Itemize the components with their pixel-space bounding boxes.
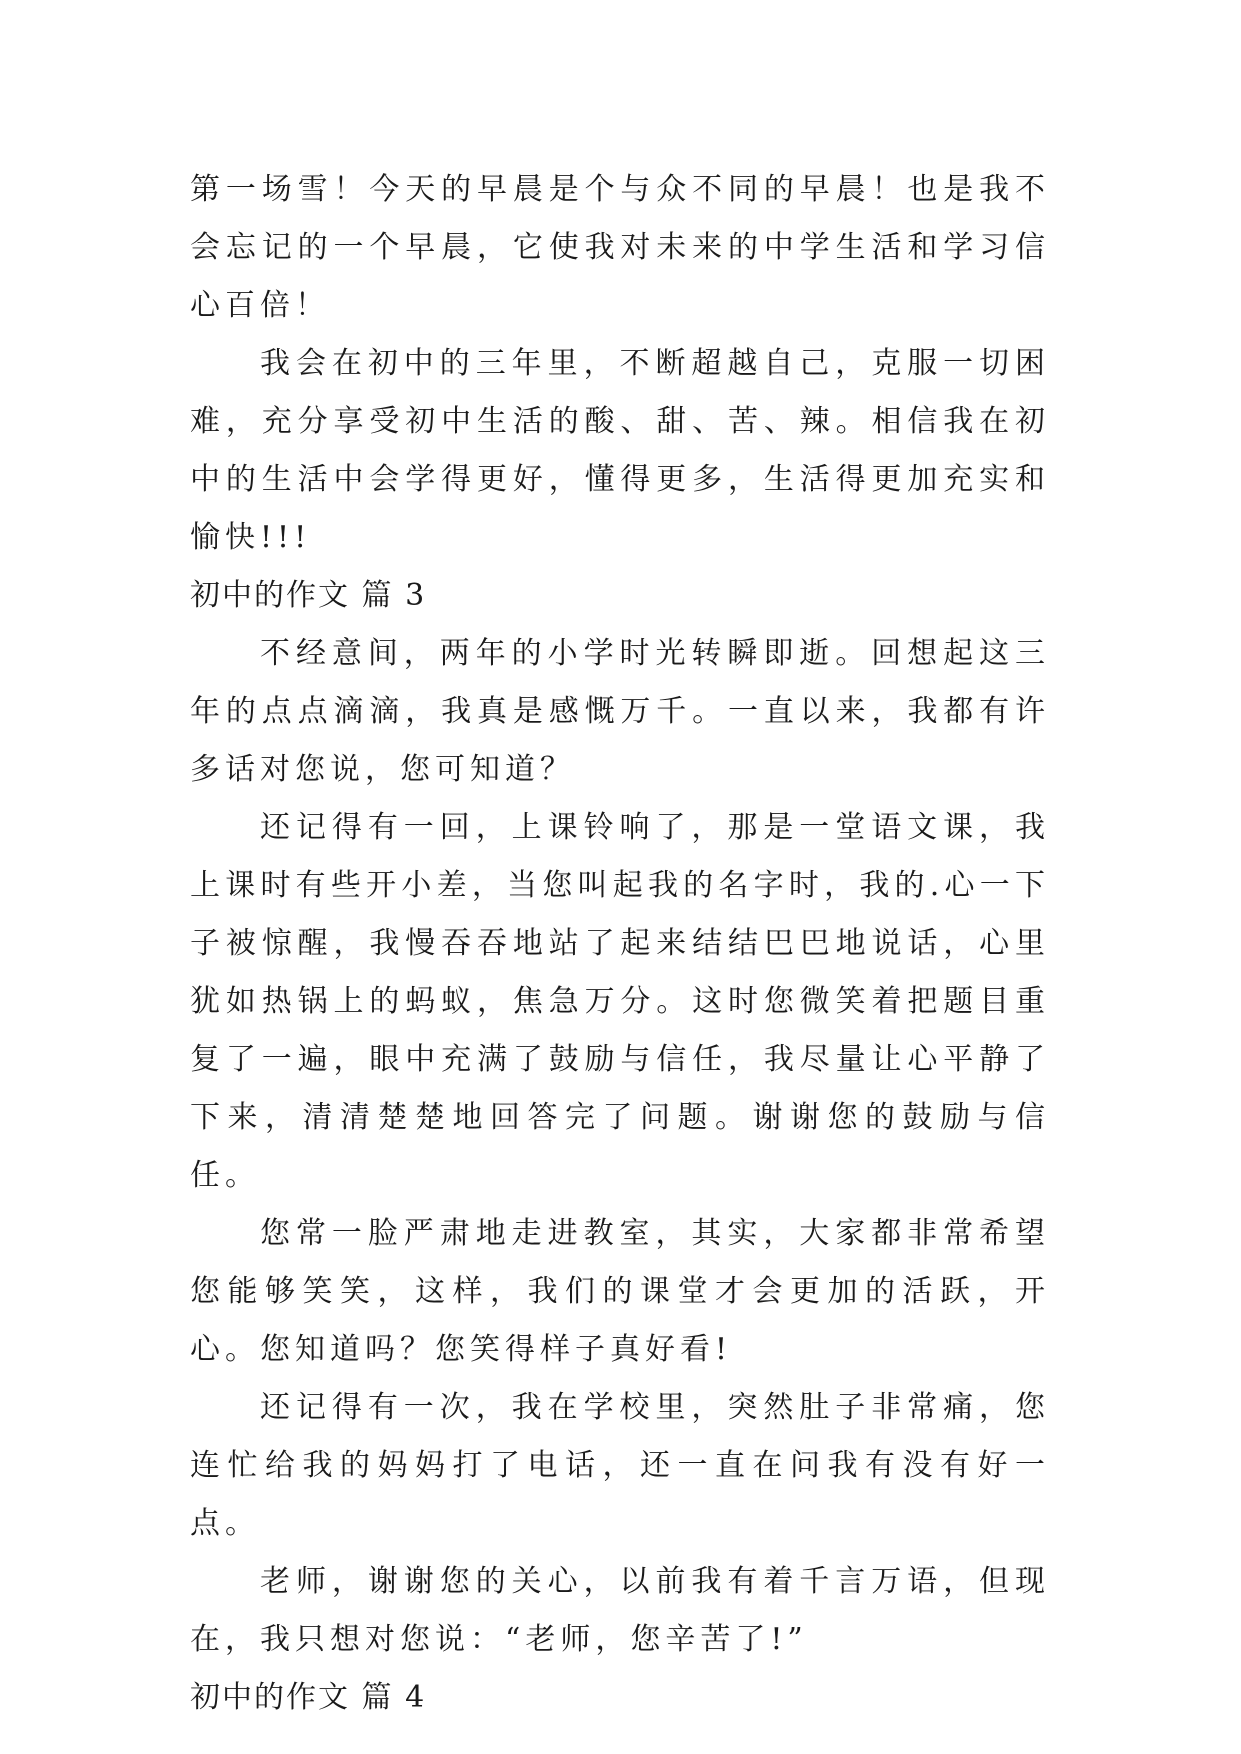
paragraph: 您常一脸严肃地走进教室，其实，大家都非常希望您能够笑笑，这样，我们的课堂才会更加的活跃，开心。您知道吗？您笑得样子真好看! [190,1216,1050,1367]
section-heading: 初中的作文 篇 3 [190,578,427,613]
paragraph: 不经意间，两年的小学时光转瞬即逝。回想起这三年的点点滴滴，我真是感慨万千。一直以来，我都有许多话对您说，您可知道？ [190,636,1050,787]
document-body [190,161,1050,1727]
paragraph-continuation: 第一场雪！今天的早晨是个与众不同的早晨！也是我不会忘记的一个早晨，它使我对未来的中学生活和学习信心百倍！ [190,172,1050,323]
section-heading: 初中的作文 篇 4 [190,1680,427,1715]
paragraph: 还记得有一次，我在学校里，突然肚子非常痛，您连忙给我的妈妈打了电话，还一直在问我有没有好一点。 [190,1390,1050,1541]
paragraph: 老师，谢谢您的关心，以前我有着千言万语，但现在，我只想对您说：“老师，您辛苦了!” [190,1564,1050,1657]
paragraph: 我会在初中的三年里，不断超越自己，克服一切困难，充分享受初中生活的酸、甜、苦、辣。相信我在初中的生活中会学得更好，懂得更多，生活得更加充实和愉快!!! [190,346,1050,555]
paragraph: 还记得有一回，上课铃响了，那是一堂语文课，我上课时有些开小差，当您叫起我的名字时，我的.心一下子被惊醒，我慢吞吞地站了起来结结巴巴地说话，心里犹如热锅上的蚂蚁，焦急万分。这时您微笑着把题目重复了一遍，眼中充满了鼓励与信任，我尽量让心平静了下来，清清楚楚地回答完了问题。谢谢您的鼓励与信任。 [190,810,1050,1193]
